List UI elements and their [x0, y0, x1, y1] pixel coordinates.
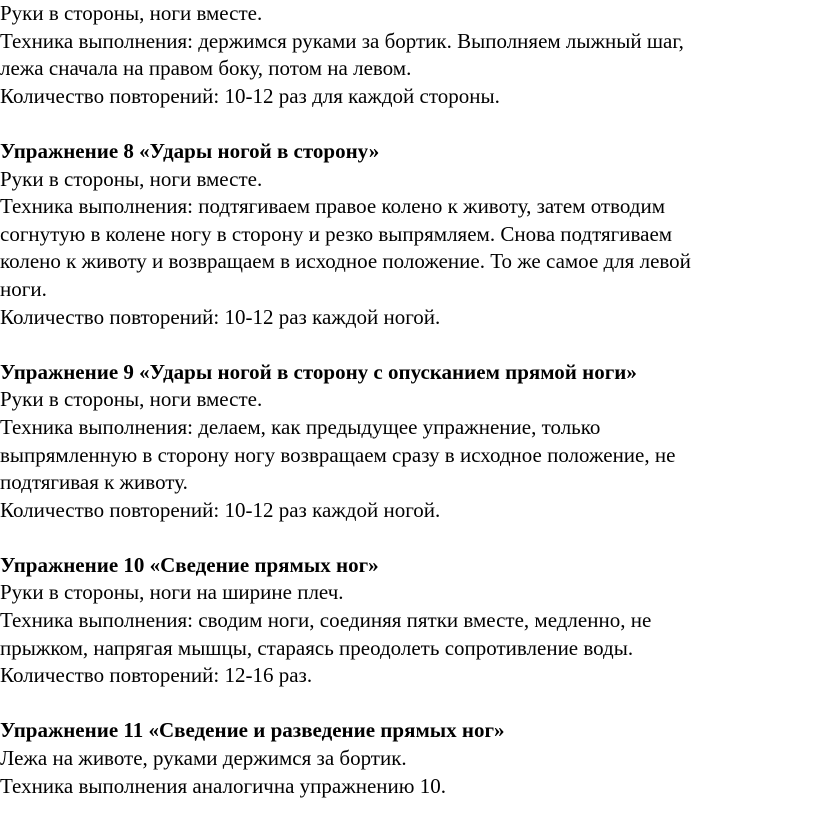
exercise-10-line: Руки в стороны, ноги на ширине плеч.: [0, 580, 344, 605]
spacer: [0, 524, 816, 552]
exercise-9-section: [0, 359, 816, 525]
intro-line: Количество повторений: 10-12 раз для каждой стороны.: [0, 83, 500, 108]
exercise-11-section: [0, 717, 816, 800]
exercise-10-line: Количество повторений: 12-16 раз.: [0, 663, 313, 688]
exercise-8-line: колено к животу и возвращаем в исходное положение. То же самое для левой: [0, 249, 691, 274]
intro-line: лежа сначала на правом боку, потом на левом.: [0, 56, 412, 81]
exercise-9-line: Количество повторений: 10-12 раз каждой ногой.: [0, 497, 441, 522]
exercise-8-line: Техника выполнения: подтягиваем правое колено к животу, затем отводим: [0, 194, 665, 219]
intro-line: Техника выполнения: держимся руками за бортик. Выполняем лыжный шаг,: [0, 28, 684, 53]
intro-section: [0, 0, 816, 110]
exercise-11-line: Техника выполнения аналогична упражнению 10.: [0, 773, 446, 798]
exercise-8-line: ноги.: [0, 276, 47, 301]
spacer: [0, 331, 816, 359]
exercise-8-section: [0, 138, 816, 331]
exercise-9-line: выпрямленную в сторону ногу возвращаем сразу в исходное положение, не: [0, 442, 676, 467]
exercise-10-line: прыжком, напрягая мышцы, стараясь преодолеть сопротивление воды.: [0, 635, 634, 660]
exercise-8-line: Руки в стороны, ноги вместе.: [0, 166, 263, 191]
exercise-9-line: Техника выполнения: делаем, как предыдущее упражнение, только: [0, 414, 601, 439]
exercise-8-line: Количество повторений: 10-12 раз каждой ногой.: [0, 304, 441, 329]
exercise-10-heading: Упражнение 10 «Сведение прямых ног»: [0, 552, 379, 577]
exercise-8-heading: Упражнение 8 «Удары ногой в сторону»: [0, 138, 380, 163]
exercise-9-line: Руки в стороны, ноги вместе.: [0, 387, 263, 412]
exercise-10-section: [0, 552, 816, 690]
exercise-8-line: согнутую в колене ногу в сторону и резко выпрямляем. Снова подтягиваем: [0, 221, 673, 246]
spacer: [0, 690, 816, 718]
exercise-11-heading: Упражнение 11 «Сведение и разведение прямых ног»: [0, 718, 505, 743]
exercise-10-line: Техника выполнения: сводим ноги, соединяя пятки вместе, медленно, не: [0, 608, 652, 633]
exercise-9-heading: Упражнение 9 «Удары ногой в сторону с опусканием прямой ноги»: [0, 359, 637, 384]
exercise-9-line: подтягивая к животу.: [0, 470, 188, 495]
spacer: [0, 110, 816, 138]
exercise-11-line: Лежа на животе, руками держимся за бортик.: [0, 746, 407, 771]
intro-line: Руки в стороны, ноги вместе.: [0, 1, 263, 25]
